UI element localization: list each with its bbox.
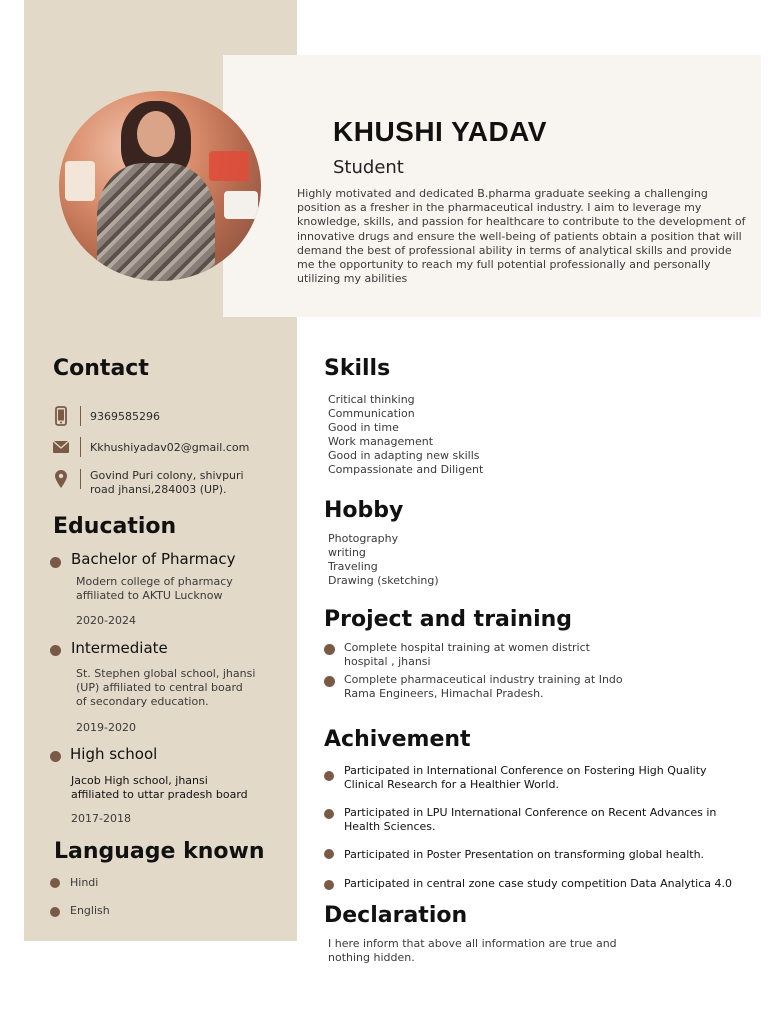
education-bullet bbox=[50, 645, 61, 656]
address-line-2: road jhansi,284003 (UP). bbox=[90, 483, 227, 496]
project-item: Complete hospital training at women district hospital , jhansi bbox=[344, 641, 590, 668]
hobby-heading: Hobby bbox=[324, 498, 404, 523]
candidate-role: Student bbox=[333, 157, 404, 178]
education-degree: Intermediate bbox=[71, 639, 168, 657]
skill-item: Compassionate and Diligent bbox=[328, 463, 484, 476]
education-institution: St. Stephen global school, jhansi bbox=[76, 667, 256, 680]
phone-icon bbox=[53, 406, 69, 426]
achievement-item: Participated in Poster Presentation on transforming global health. bbox=[344, 848, 705, 861]
declaration-text: I here inform that above all information are true and nothing hidden. bbox=[328, 937, 617, 964]
education-years: 2019-2020 bbox=[76, 721, 136, 734]
skill-item: Good in adapting new skills bbox=[328, 449, 480, 462]
project-item: Complete pharmaceutical industry training at Indo Rama Engineers, Himachal Pradesh. bbox=[344, 673, 623, 700]
language-heading: Language known bbox=[54, 839, 265, 864]
education-years: 2020-2024 bbox=[76, 614, 136, 627]
education-institution: affiliated to uttar pradesh board bbox=[71, 788, 248, 801]
contact-address bbox=[53, 469, 244, 497]
education-bullet bbox=[50, 557, 61, 568]
language-item: English bbox=[70, 904, 110, 917]
contact-phone bbox=[53, 406, 160, 426]
skill-item: Good in time bbox=[328, 421, 399, 434]
education-degree: Bachelor of Pharmacy bbox=[71, 550, 236, 568]
email-icon bbox=[53, 437, 69, 457]
skills-heading: Skills bbox=[324, 356, 391, 381]
education-institution: affiliated to AKTU Lucknow bbox=[76, 589, 223, 602]
email-address[interactable]: Kkhushiyadav02@gmail.com bbox=[90, 441, 250, 454]
skill-item: Critical thinking bbox=[328, 393, 415, 406]
education-heading: Education bbox=[53, 514, 177, 539]
skill-item: Communication bbox=[328, 407, 415, 420]
achievement-bullet bbox=[324, 849, 334, 859]
achievement-heading: Achivement bbox=[324, 727, 471, 752]
address-line-1: Govind Puri colony, shivpuri bbox=[90, 469, 244, 482]
declaration-heading: Declaration bbox=[324, 903, 468, 928]
skill-item: Work management bbox=[328, 435, 434, 448]
profile-summary: Highly motivated and dedicated B.pharma graduate seeking a challenging position as a fresher in the pharmaceutical industry. I aim to leverage my knowledge, skills, and passion for healthcare to contribute to the development of innovative drugs and ensure the well-being of patients obtain a position that will demand the best of professional ability in terms of analytical skills and provide me the opportunity to reach my full potential professionally and personally utilizing my abilities bbox=[297, 187, 746, 286]
projects-heading: Project and training bbox=[324, 607, 573, 632]
language-bullet bbox=[50, 878, 60, 888]
project-bullet bbox=[324, 644, 335, 655]
phone-number[interactable]: 9369585296 bbox=[90, 410, 160, 423]
education-degree: High school bbox=[70, 745, 158, 763]
profile-photo bbox=[59, 91, 261, 281]
achievement-item: Participated in LPU International Conference on Recent Advances in Health Sciences. bbox=[344, 806, 717, 833]
hobby-item: Photography bbox=[328, 532, 399, 545]
candidate-name: KHUSHI YADAV bbox=[333, 116, 547, 147]
education-institution: of secondary education. bbox=[76, 695, 209, 708]
education-institution: (UP) affiliated to central board bbox=[76, 681, 243, 694]
language-item: Hindi bbox=[70, 876, 99, 889]
contact-email bbox=[53, 437, 249, 457]
achievement-bullet bbox=[324, 809, 334, 819]
achievement-bullet bbox=[324, 880, 334, 890]
hobby-list bbox=[328, 532, 439, 588]
education-institution: Jacob High school, jhansi bbox=[71, 774, 208, 787]
hobby-item: Drawing (sketching) bbox=[328, 574, 439, 587]
achievement-item: Participated in central zone case study competition Data Analytica 4.0 bbox=[344, 877, 733, 890]
skills-list bbox=[328, 393, 483, 477]
hobby-item: writing bbox=[328, 546, 366, 559]
hobby-item: Traveling bbox=[328, 560, 378, 573]
achievement-item: Participated in International Conference on Fostering High Quality Clinical Research for a Healthier World. bbox=[344, 764, 707, 791]
education-institution: Modern college of pharmacy bbox=[76, 575, 233, 588]
language-bullet bbox=[50, 907, 60, 917]
project-bullet bbox=[324, 676, 335, 687]
location-pin-icon bbox=[53, 469, 69, 489]
education-years: 2017-2018 bbox=[71, 812, 131, 825]
contact-heading: Contact bbox=[53, 356, 149, 381]
education-bullet bbox=[50, 751, 61, 762]
achievement-bullet bbox=[324, 771, 334, 781]
